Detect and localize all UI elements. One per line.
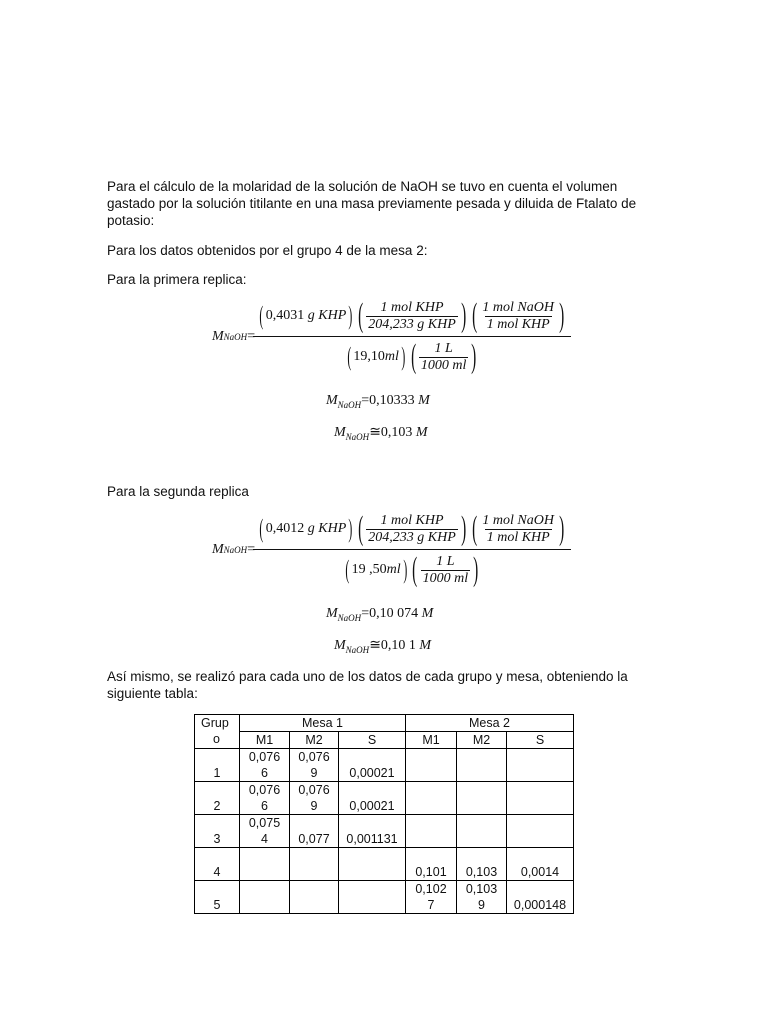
value-cell: 0,102 7 bbox=[406, 881, 457, 914]
molarity-symbol: M bbox=[212, 328, 224, 344]
group-cell: 1 bbox=[195, 749, 240, 782]
volume-unit: ml bbox=[384, 349, 399, 364]
table-row bbox=[195, 815, 574, 848]
value-cell bbox=[240, 881, 290, 914]
col-header: M2 bbox=[457, 732, 507, 749]
volume-value: 19,10 bbox=[353, 349, 385, 364]
col-header: S bbox=[507, 732, 574, 749]
mass-unit: g KHP bbox=[307, 308, 347, 323]
table-row bbox=[195, 848, 574, 881]
closing-paragraph: Así mismo, se realizó para cada uno de los datos de cada grupo y mesa, obteniendo la siguiente tabla: bbox=[107, 669, 628, 701]
result-value: =0,10333 bbox=[361, 393, 415, 408]
factor1-numerator: 1 mol KHP bbox=[380, 299, 444, 315]
value-cell bbox=[507, 749, 574, 782]
approx-value: ≅0,103 bbox=[369, 425, 413, 440]
value-cell: 0,000148 bbox=[507, 881, 574, 914]
factor2-denominator: 1 mol KHP bbox=[486, 316, 550, 332]
results-table bbox=[194, 714, 574, 914]
mass-value: 0,4031 bbox=[265, 308, 305, 323]
value-cell bbox=[290, 848, 339, 881]
value-cell bbox=[507, 815, 574, 848]
result-replica-2: $M_{NaOH}=0,10$ 074 M bbox=[326, 606, 434, 623]
value-cell bbox=[339, 848, 406, 881]
value-cell bbox=[406, 782, 457, 815]
value-cell bbox=[240, 848, 290, 881]
col-header: M1 bbox=[406, 732, 457, 749]
value-cell: 0,103 9 bbox=[457, 881, 507, 914]
result-replica-1: $M_{NaOH}=0,10333$ M bbox=[326, 393, 430, 410]
equation-replica-2: M NaOH = ( 0,4012 g KHP ) ( $\frac{\text{1 mol KHP}}{\text{204,233 g KHP}}$ ) ( $\frac{\text{1 mol NaOH}}{\text{1 mol KHP}}$ ) ( 19 ,50 ml ) ( $\frac{1 L}{1000 ml}$ ) bbox=[212, 509, 569, 590]
value-cell: 0,077 bbox=[290, 815, 339, 848]
value-cell: 0,00021 bbox=[339, 782, 406, 815]
group-cell: 3 bbox=[195, 815, 240, 848]
value-cell bbox=[507, 782, 574, 815]
value-cell: 0,103 bbox=[457, 848, 507, 881]
replica1-heading: Para la primera replica: bbox=[107, 272, 247, 287]
group-note: Para los datos obtenidos por el grupo 4 de la mesa 2: bbox=[107, 243, 428, 258]
factor1-denominator: 204,233 g KHP bbox=[368, 316, 456, 332]
approx-replica-1: $M_{NaOH}≅0,103$ M bbox=[334, 425, 428, 442]
value-cell: 0,001131 bbox=[339, 815, 406, 848]
value-cell bbox=[290, 881, 339, 914]
equals-sign: = bbox=[247, 328, 256, 344]
intro-paragraph: Para el cálculo de la molaridad de la solución de NaOH se tuvo en cuenta el volumen gastado por la solución titilante en una masa previamente pesada y diluida de Ftalato de potasio: bbox=[107, 179, 637, 228]
value-cell bbox=[339, 881, 406, 914]
main-fraction: ( 0,4012 g KHP ) ( $\frac{\text{1 mol KHP}}{\text{204,233 g KHP}}$ ) ( $\frac{\text{1 mol NaOH}}{\text{1 mol KHP}}$ ) ( 19 ,50 ml ) ( $\frac{1 L}{1000 ml}$ ) bbox=[255, 509, 569, 590]
group-cell: 2 bbox=[195, 782, 240, 815]
col-header: M2 bbox=[290, 732, 339, 749]
mesa1-header: Mesa 1 bbox=[240, 715, 406, 732]
value-cell bbox=[406, 749, 457, 782]
value-cell: 0,076 6 bbox=[240, 749, 290, 782]
main-fraction: ( 0,4031 g KHP ) ( $\frac{\text{1 mol KHP}}{\text{204,233 g KHP}}$ ) ( $\frac{\text{1 mol NaOH}}{\text{1 mol KHP}}$ ) ( 19,10 ml ) ( $\frac{1 L}{1000 ml}$ ) bbox=[255, 296, 569, 377]
value-cell: 0,076 9 bbox=[290, 782, 339, 815]
value-cell: 0,076 6 bbox=[240, 782, 290, 815]
col-header: S bbox=[339, 732, 406, 749]
factor3-numerator: 1 L bbox=[434, 340, 453, 356]
value-cell: 0,075 4 bbox=[240, 815, 290, 848]
value-cell bbox=[457, 815, 507, 848]
equation-replica-1 bbox=[212, 296, 569, 377]
factor2-numerator: 1 mol NaOH bbox=[482, 299, 554, 315]
mesa2-header: Mesa 2 bbox=[406, 715, 574, 732]
value-cell: 0,0014 bbox=[507, 848, 574, 881]
table-row bbox=[195, 749, 574, 782]
value-cell bbox=[406, 815, 457, 848]
mass-value: 0,4012 bbox=[265, 521, 305, 536]
molarity-subscript: NaOH bbox=[223, 331, 248, 342]
table-row bbox=[195, 782, 574, 815]
replica2-heading: Para la segunda replica bbox=[107, 484, 249, 499]
table-row bbox=[195, 881, 574, 914]
value-cell: 0,00021 bbox=[339, 749, 406, 782]
value-cell bbox=[457, 782, 507, 815]
group-cell: 4 bbox=[195, 848, 240, 881]
value-cell: 0,101 bbox=[406, 848, 457, 881]
volume-value: 19 ,50 bbox=[351, 562, 387, 577]
value-cell bbox=[457, 749, 507, 782]
factor3-denominator: 1000 ml bbox=[420, 357, 467, 373]
group-cell: 5 bbox=[195, 881, 240, 914]
group-header: Grup o bbox=[195, 715, 240, 749]
col-header: M1 bbox=[240, 732, 290, 749]
approx-replica-2: $M_{NaOH}≅0,10$ 1 M bbox=[334, 638, 432, 655]
value-cell: 0,076 9 bbox=[290, 749, 339, 782]
